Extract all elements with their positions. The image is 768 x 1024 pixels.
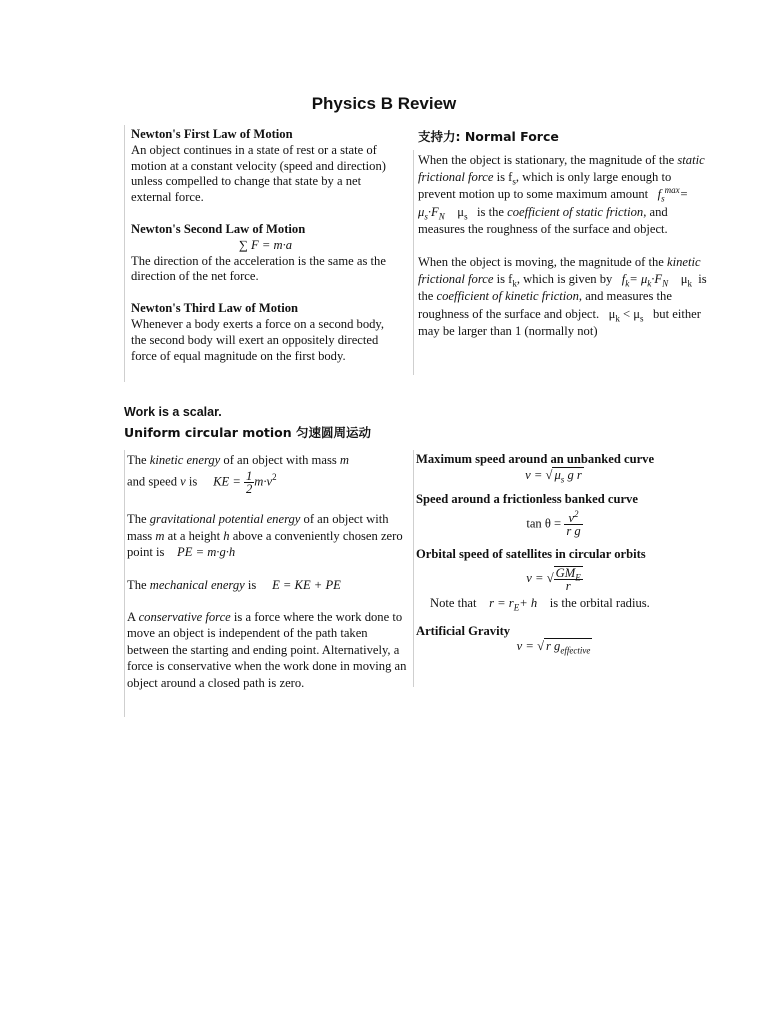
second-law-text: The direction of the acceleration is the same as the direction of the net force. [131, 253, 386, 284]
third-law-text: Whenever a body exerts a force on a second body, the second body will exert an oppositely directed force of equal magnitude on the first body. [131, 316, 385, 363]
circular-motion-panel [413, 450, 695, 687]
kinetic-equation: $f_k= \mu_k\cdot F_N$ [621, 272, 669, 289]
max-speed-heading: Maximum speed around an unbanked curve [416, 452, 655, 466]
orbital-note: Note that $r = r_E+ h$ is the orbital radius. [430, 596, 650, 613]
mu-comparison: $\mu_k < \mu_s$ [608, 306, 644, 324]
potential-energy-text: The gravitational potential energy of an object with mass m at a height h above a conveniently chosen zero point is PE = m·g·h [127, 512, 403, 560]
second-law-equation: ∑ F = m·a [238, 237, 293, 252]
first-law-heading: Newton's First Law of Motion [131, 127, 293, 141]
conservative-force-text: A conservative force is a force where the work done to move an object is independent of the path taken between the starting and ending point. Alternatively, a force is conservative when the work done in moving an object around a closed path is zero. [127, 610, 407, 690]
kinetic-energy-equation-line: and speed v is KE = $\frac{1}{2}$ $m\cdot v^2$ [127, 469, 277, 497]
kinetic-energy-text: The kinetic energy of an object with mass m [127, 453, 350, 467]
second-law-heading: Newton's Second Law of Motion [131, 221, 306, 236]
half-fraction: $\frac{1}{2}$ [245, 469, 253, 497]
kinetic-friction-text: When the object is moving, the magnitude of the kinetic frictional force is $f_k$, which is given by $f_k= \mu_k\cdot F_N$ $\mu_k$ is the coefficient of kinetic friction, and measures the roughness of the surface and object. $\mu_k < \mu_s$ but either may be larger than 1 (normally not) [418, 255, 707, 338]
first-law-text: An object continues in a state of rest or a state of motion at a constant velocity (speed and direction) unless compelled to change that state by a net external force. [131, 142, 386, 205]
page-title: Physics B Review [311, 94, 457, 113]
friction-panel [413, 150, 711, 375]
third-law-heading: Newton's Third Law of Motion [131, 301, 298, 316]
work-scalar-note: Work is a scalar. [124, 405, 222, 419]
banked-heading: Speed around a frictionless banked curve [416, 492, 638, 506]
orbital-equation: v = √ $\frac{GM_E}{r}$ [526, 566, 581, 593]
max-speed-equation: v = √ $\mu_s$ g r [525, 467, 582, 485]
mechanical-energy-text: The mechanical energy is E = KE + PE [127, 577, 341, 592]
artificial-gravity-heading: Artificial Gravity [416, 623, 511, 638]
uniform-circular-heading: Uniform circular motion 匀速圆周运动 [124, 425, 372, 440]
artificial-gravity-equation: v = √ r $g_{effective}$ [516, 639, 591, 656]
banked-equation: tan θ = $\frac{v^2}{\text{r g}}$ [526, 508, 581, 538]
energy-panel [124, 450, 412, 717]
newton-laws-panel [124, 125, 406, 382]
normal-force-label: 支持力: Normal Force [418, 129, 559, 144]
static-max-equation: $f_s^{max}= \mu_s\cdot F_N$ [418, 185, 689, 222]
static-friction-text: When the object is stationary, the magnitude of the static frictional force is $f_s$, which is only large enough to prevent motion up to some maximum amount $f_s^{max}= \mu_s\cdot F_N$ $\mu_s$ is the coefficient of static friction, and measures the roughness of the surface and object. [418, 153, 705, 236]
orbital-heading: Orbital speed of satellites in circular orbits [416, 546, 646, 561]
